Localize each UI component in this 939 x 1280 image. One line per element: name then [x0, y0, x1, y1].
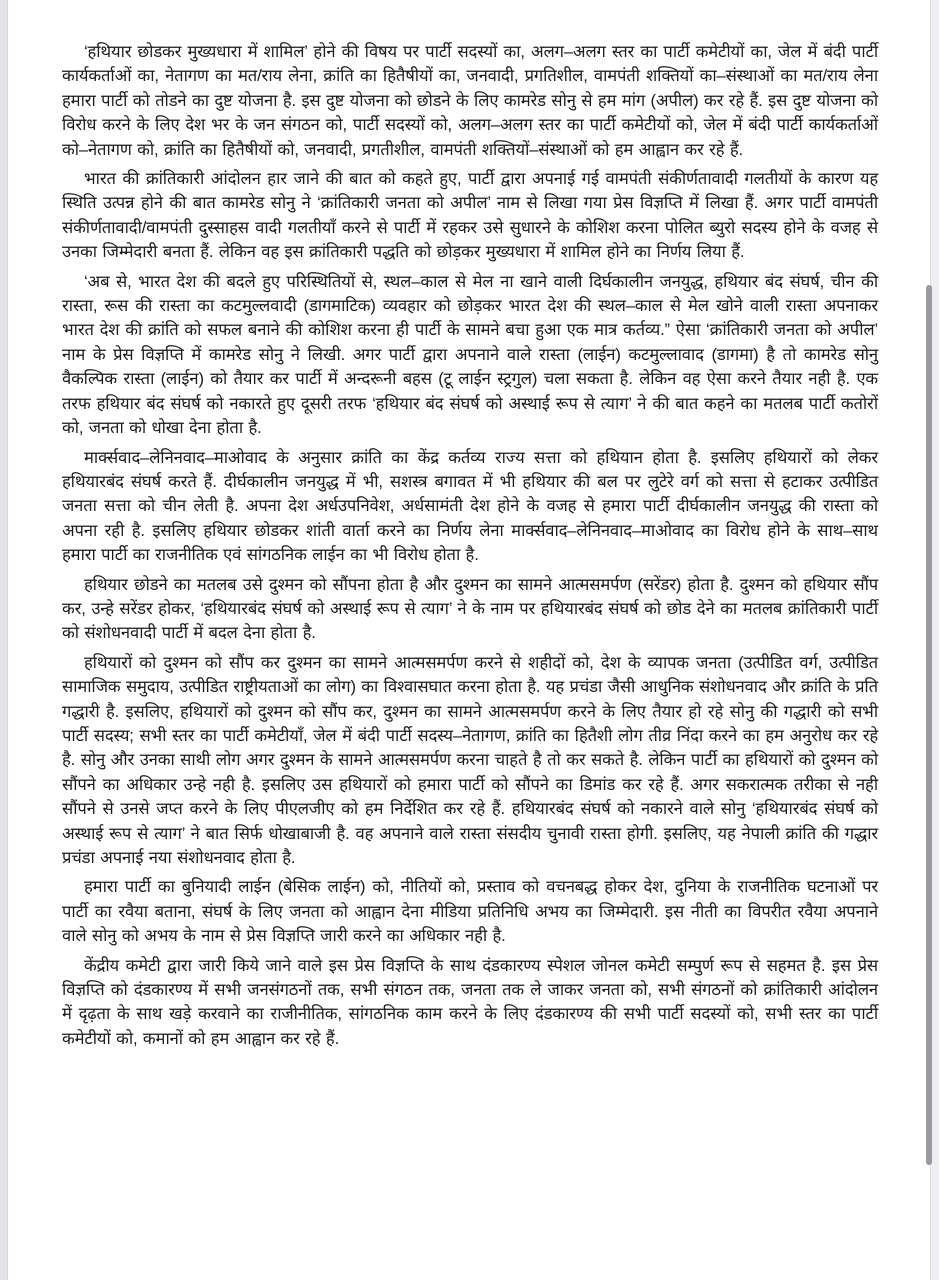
- paragraph-5: हथियार छोडने का मतलब उसे दुश्मन को सौंपना होता है और दुश्मन का सामने आत्मसमर्पण (सरेंडर) होता है. दुश्मन को हथियार सौंप कर, उन्हे सरेंडर होकर, ‘हथियारबंद संघर्ष को अस्थाई रूप से त्याग’ ने के नाम पर हथियारबंद संघर्ष को छोड देने का मतलब क्रांतिकारी पार्टी को संशोधनवादी पार्टी में बदल देना होता है.: [62, 574, 878, 643]
- paragraph-4: मार्क्सवाद–लेनिनवाद–माओवाद के अनुसार क्रांति का केंद्र कर्तव्य राज्य सत्ता को हथियान होता है. इसलिए हथियारों को लेकर हथियारबंद संघर्ष करते हैं. दीर्घकालीन जनयुद्ध में भी, सशस्त्र बगावत में भी हथियार की बल पर लुटेरे वर्ग को सत्ता से हटाकर उत्पीडित जनता सत्ता को चीन लेती है. अपना देश अर्धउपनिवेश, अर्धसामंती देश होने के वजह से हमारा पार्टी दीर्घकालीन जनयुद्ध की रास्ता को अपना रही है. इसलिए हथियार छोडकर शांती वार्ता करने का निर्णय लेना मार्क्सवाद–लेनिनवाद–माओवाद का विरोध होने के साथ–साथ हमारा पार्टी का राजनीतिक एवं सांगठनिक लाईन का भी विरोध होता है.: [62, 447, 878, 565]
- paragraph-2: भारत की क्रांतिकारी आंदोलन हार जाने की बात को कहते हुए, पार्टी द्वारा अपनाई गई वामपंती संकीर्णतावादी गलतीयों के कारण यह स्थिति उत्पन्न होने की बात कामरेड सोनु ने ‘क्रांतिकारी जनता को अपील’ नाम से लिखा गया प्रेस विज्ञप्ति में लिखा हैं. अगर पार्टी वामपंती संकीर्णतावादी/वामपंती दुस्साहस वादी गलतीयाँ करने से पार्टी में रहकर उसे सुधारने के कोशिश करना पोलित ब्युरो सदस्य होने के वजह से उनका जिम्मेदारी बनता हैं. लेकिन वह इस क्रांतिकारी पद्धति को छोड़कर मुख्यधारा में शामिल होने का निर्णय लिया हैं.: [62, 169, 878, 262]
- document-page: [62, 40, 878, 1056]
- paragraph-1: ‘हथियार छोडकर मुख्यधारा में शामिल’ होने की विषय पर पार्टी सदस्यों का, अलग–अलग स्तर का पार्टी कमेटीयों का, जेल में बंदी पार्टी कार्यकर्ताओं का, नेतागण का मत/राय लेना, क्रांति का हितैषीयों का, जनवादी, प्रगतिशील, वामपंती शक्तियों का–संस्थाओं का मत/राय लेना हमारा पार्टी को तोडने का दुष्ट योजना है. इस दुष्ट योजना को छोडने के लिए कामरेड सोनु से हम मांग (अपील) कर रहे हैं. इस दुष्ट योजना को विरोध करने के लिए देश भर के जन संगठन को, पार्टी सदस्यों को, अलग–अलग स्तर का पार्टी कमेटीयों को, जेल में बंदी पार्टी कार्यकर्ताओं को–नेतागण को, क्रांति का हितैषीयों को, जनवादी, प्रगतीशील, वामपंती शक्तियों–संस्थाओं को हम आह्वान कर रहे हैं.: [62, 42, 878, 159]
- paragraph-8: केंद्रीय कमेटी द्वारा जारी किये जाने वाले इस प्रेस विज्ञप्ति के साथ दंडकारण्य स्पेशल जोनल कमेटी सम्पुर्ण रूप से सहमत है. इस प्रेस विज्ञप्ति को दंडकारण्य में सभी जनसंगठनों तक, सभी संगठन तक, जनता तक ले जाकर जनता को, सभी संगठनों को क्रांतिकारी आंदोलन में दृढ़ता के साथ खड़े करवाने का राजीनीतिक, सांगठनिक काम करने के लिए दंडकारण्य की सभी पार्टी सदस्यों को, सभी स्तर का पार्टी कमेटीयों को, कमानों को हम आह्वान कर रहे हैं.: [62, 955, 878, 1048]
- left-page-edge: [0, 0, 8, 1280]
- paragraph-6: हथियारों को दुश्मन को सौंप कर दुश्मन का सामने आत्मसमर्पण करने से शहीदों को, देश के व्यापक जनता (उत्पीडित वर्ग, उत्पीडित सामाजिक समुदाय, उत्पीडित राष्ट्रीयताओं का लोग) का विश्वासघात करना होता है. यह प्रचंडा जैसी आधुनिक संशोधनवाद और क्रांति के प्रति गद्धारी है. इसलिए, हथियारों को दुश्मन को सौंप कर, दुश्मन का सामने आत्मसमर्पण करने के लिए तैयार हो रहे सोनु की गद्धारी को सभी पार्टी सदस्य; सभी स्तर का पार्टी कमेटीयाँ, जेल में बंदी पार्टी सदस्य–नेतागण, क्रांति का हितैशी लोग तीव्र निंदा करने का हम अनुरोध कर रहे है. सोनु और उनका साथी लोग अगर दुश्मन के सामने आत्मसमर्पण करना चाहते है तो कर सकते है. लेकिन पार्टी का हथियारों को दुश्मन को सौंपने का अधिकार उन्हे नही है. इसलिए उस हथियारों को हमारा पार्टी को सौंपने का डिमांड कर रहे हैं. अगर सकरात्मक तरीका से नही सौंपने से उनसे जप्त करने के लिए पीएलजीए को हम निर्देशित कर रहे हैं. हथियारबंद संघर्ष को नकारने वाले सोनु ‘हथियारबंद संघर्ष को अस्थाई रूप से त्याग’ ने बात सिर्फ धोखाबाजी है. वह अपनाने वाले रास्ता संसदीय चुनावी रास्ता होगी. इसलिए, यह नेपाली क्रांति की गद्धार प्रचंडा अपनाई नया संशोधनवाद होता है.: [62, 652, 878, 867]
- vertical-scrollbar-thumb[interactable]: [926, 285, 932, 1165]
- paragraph-3: ‘अब से, भारत देश की बदले हुए परिस्थितियों से, स्थल–काल से मेल ना खाने वाली दिर्घकालीन जनयुद्ध, हथियार बंद संघर्ष, चीन की रास्ता, रूस की रास्ता का कटमुल्लवादी (डागमाटिक) व्यवहार को छोड़कर भारत देश की स्थल–काल से मेल खोने वाली रास्ता अपनाकर भारत देश की क्रांति को सफल बनाने की कोशिश करना ही पार्टी के सामने बचा हुआ एक मात्र कर्तव्य.” ऐसा ‘क्रांतिकारी जनता को अपील’ नाम के प्रेस विज्ञप्ति में कामरेड सोनु ने लिखी. अगर पार्टी द्वारा अपनाने वाले रास्ता (लाईन) कटमुल्लावाद (डागमा) है तो कामरेड सोनु वैकल्पिक रास्ता (लाईन) को तैयार कर पार्टी में अन्दरूनी बहस (टू लाईन स्ट्रगुल) चला सकता है. लेकिन वह ऐसा करने तैयार नही है. एक तरफ हथियार बंद संघर्ष को नकारते हुए दूसरी तरफ ‘हथियार बंद संघर्ष को अस्थाई रूप से त्याग’ ने की बात कहने का मतलब पार्टी कतोरों को, जनता को धोखा देना होता है.: [62, 271, 878, 438]
- paragraph-7: हमारा पार्टी का बुनियादी लाईन (बेसिक लाईन) को, नीतियों को, प्रस्ताव को वचनबद्ध होकर देश, दुनिया के राजनीतिक घटनाओं पर पार्टी का रवैया बताना, संघर्ष के लिए जनता को आह्वान देना मीडिया प्रतिनिधि अभय का जिम्मेदारी. इस नीती का विपरीत रवैया अपनाने वाले सोनु को अभय के नाम से प्रेस विज्ञप्ति जारी करने का अधिकार नही है.: [62, 877, 878, 946]
